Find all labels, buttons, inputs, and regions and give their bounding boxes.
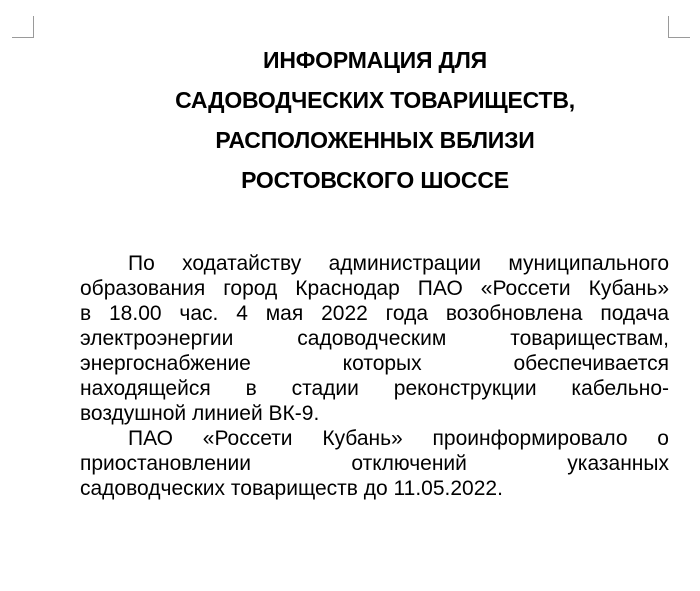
paragraph-2 (32, 426, 669, 501)
page-corner-mark-top-right (668, 16, 690, 38)
text-line: По ходатайству администрации муниципального (128, 252, 669, 275)
text-line: находящейся в стадии реконструкции кабельно- (80, 377, 669, 400)
text-line: воздушной линией ВК-9. (80, 402, 320, 425)
text-line: образования город Краснодар ПАО «Россети Кубань» (80, 277, 669, 300)
text-line: садоводческих товариществ до 11.05.2022. (80, 477, 503, 500)
text-line: ПАО «Россети Кубань» проинформировало о (128, 427, 669, 450)
document-body (32, 251, 669, 501)
text-line: энергоснабжение которых обеспечивается (80, 352, 669, 375)
text-line: электроэнергии садоводческим товариществам, (80, 327, 669, 350)
title-line: РАСПОЛОЖЕННЫХ ВБЛИЗИ (215, 127, 535, 153)
text-line: в 18.00 час. 4 мая 2022 года возобновлена подача (80, 302, 669, 325)
title-line: ИНФОРМАЦИЯ ДЛЯ (263, 47, 487, 73)
paragraph-1 (32, 251, 669, 426)
document-title (60, 40, 690, 200)
text-line: приостановлении отключений указанных (80, 452, 669, 475)
title-line: САДОВОДЧЕСКИХ ТОВАРИЩЕСТВ, (175, 87, 575, 113)
page-corner-mark-top-left (12, 16, 34, 38)
title-line: РОСТОВСКОГО ШОССЕ (241, 167, 509, 193)
